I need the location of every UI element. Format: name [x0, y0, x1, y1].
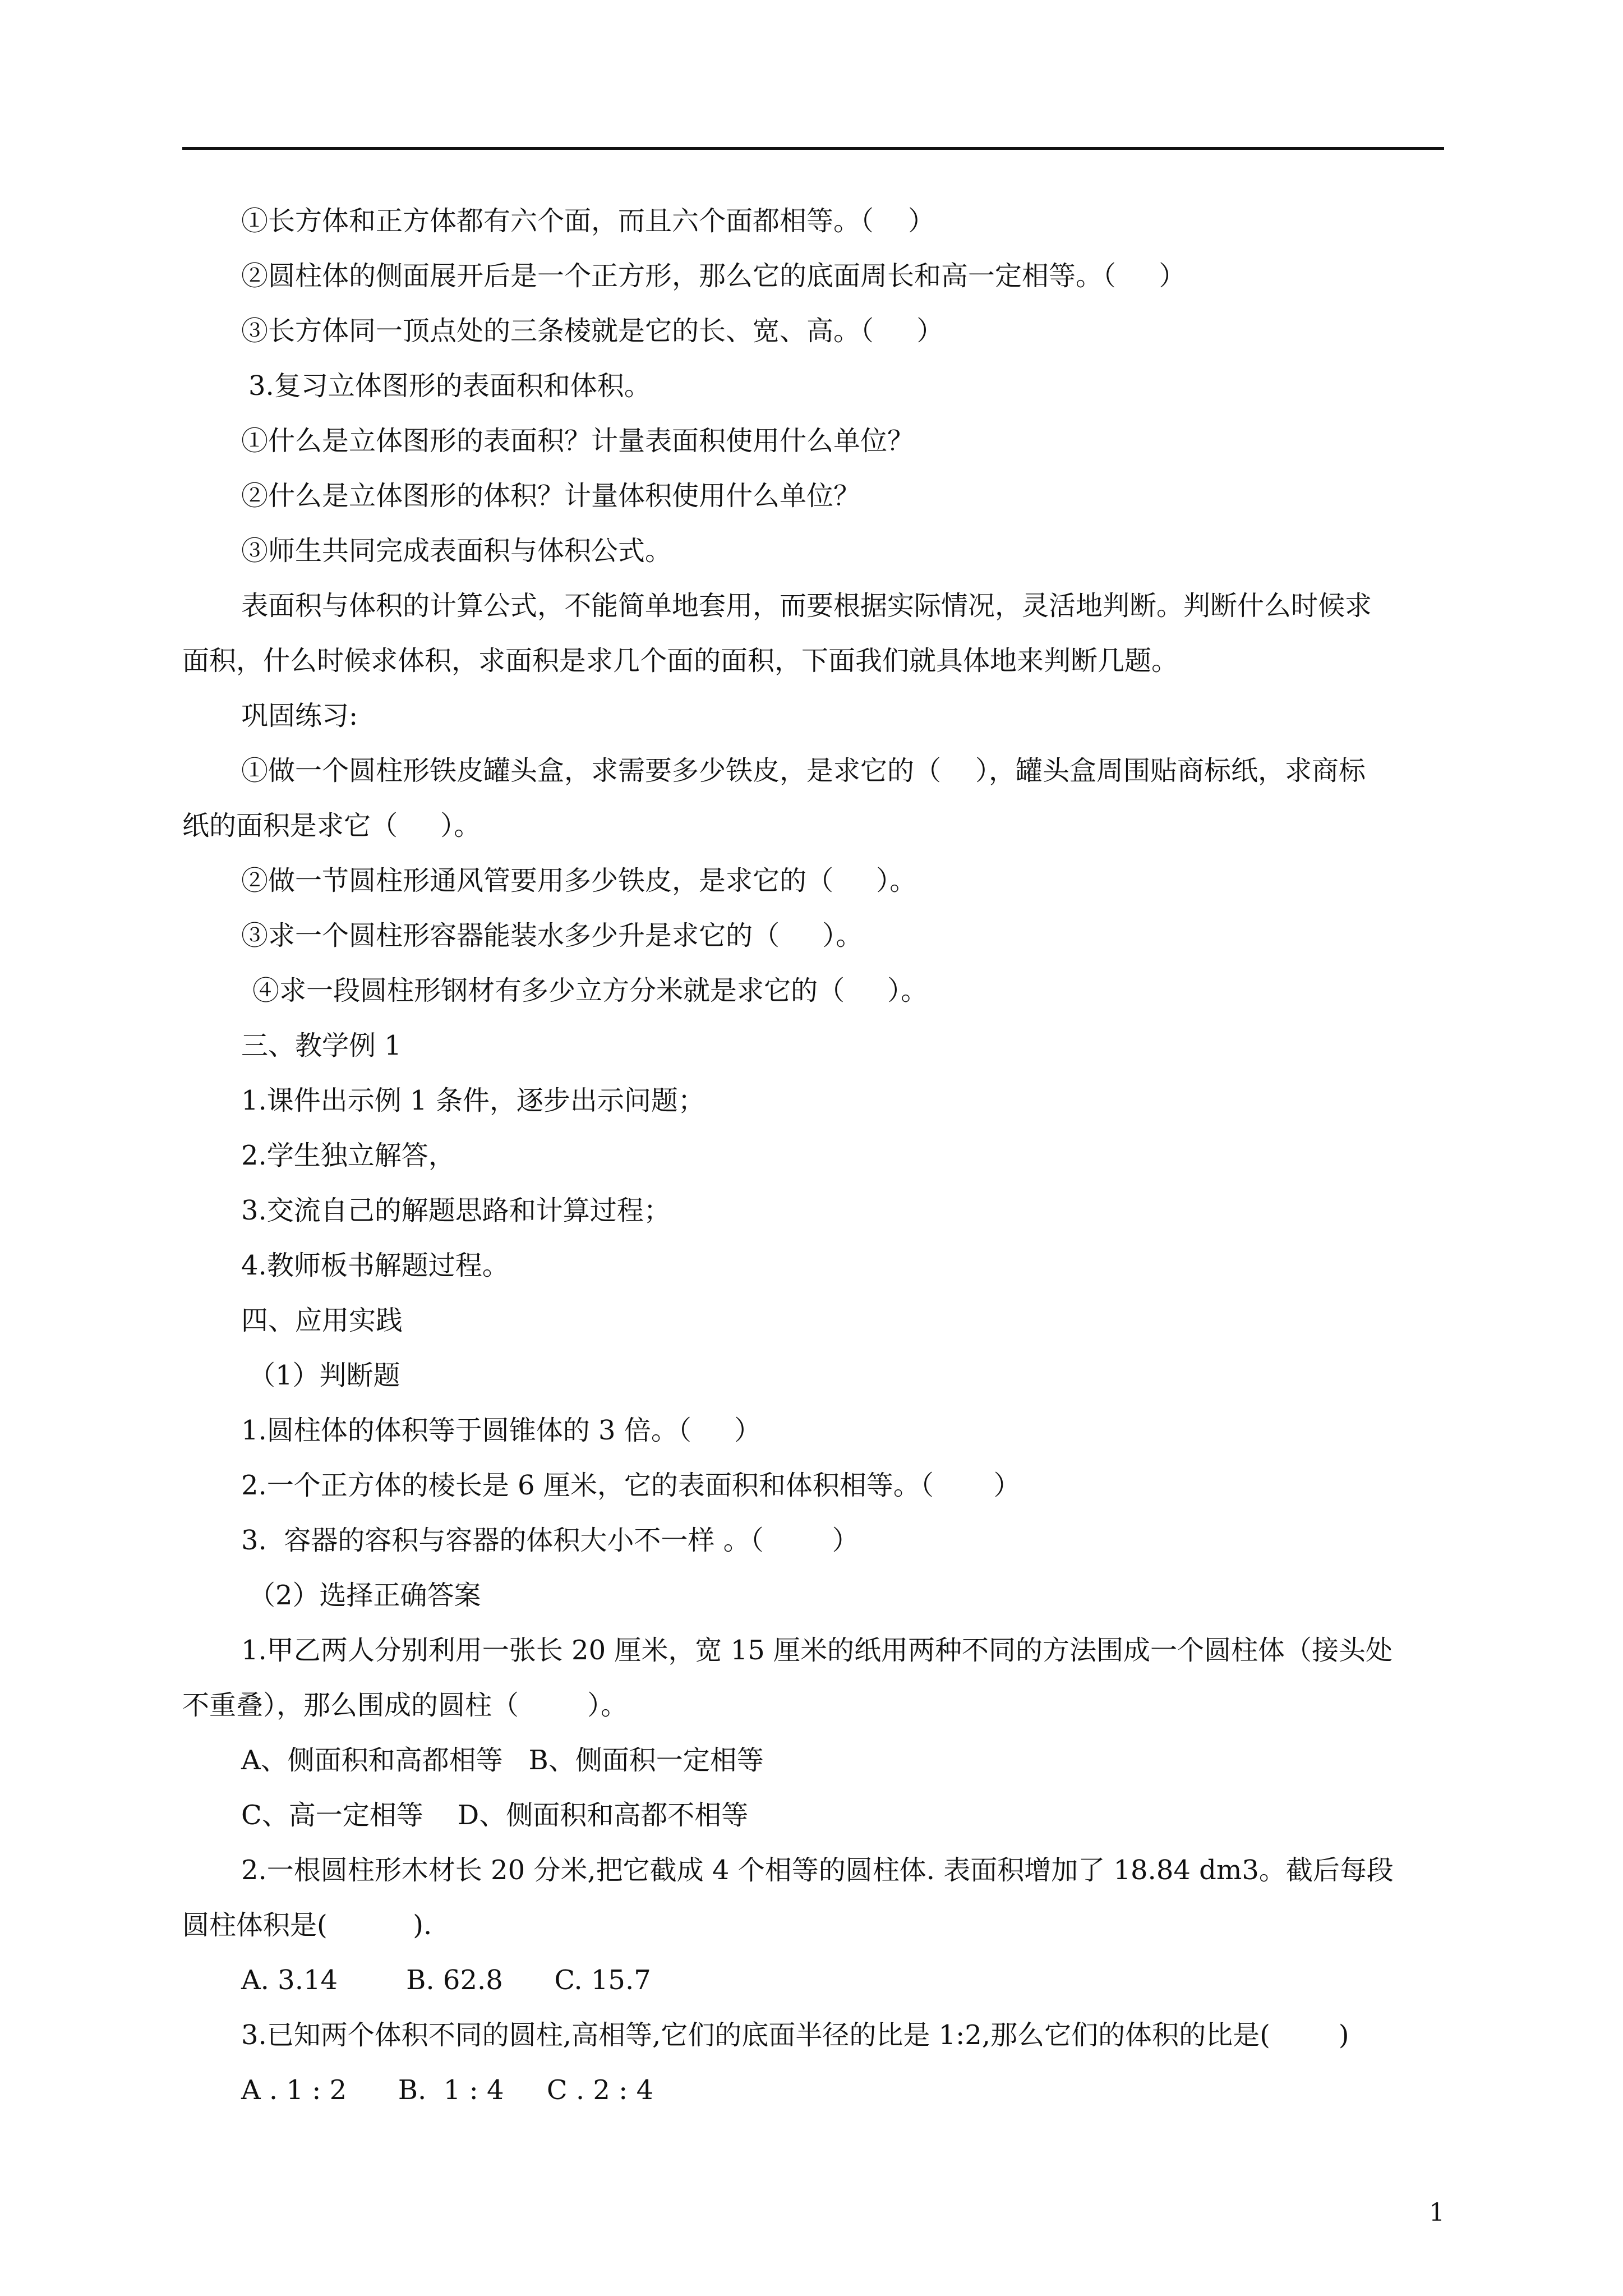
text-line: ①长方体和正方体都有六个面，而且六个面都相等。（ ） [241, 205, 935, 237]
text-line: 2.学生独立解答， [241, 1140, 455, 1171]
page-number: 1 [1429, 2198, 1445, 2227]
text-line: 2.一根圆柱形木材长 20 分米,把它截成 4 个相等的圆柱体. 表面积增加了 18.84 dm3。截后每段 [241, 1855, 1394, 1886]
text-line: （2）选择正确答案 [248, 1580, 481, 1611]
text-line: 面积，什么时候求体积，求面积是求几个面的面积，下面我们就具体地来判断几题。 [182, 645, 1179, 677]
text-line: 3.交流自己的解题思路和计算过程； [241, 1195, 671, 1226]
text-line: 3.复习立体图形的表面积和体积。 [248, 370, 651, 402]
text-line: ①什么是立体图形的表面积？计量表面积使用什么单位？ [241, 425, 915, 457]
text-line: ③求一个圆柱形容器能装水多少升是求它的（ ）。 [241, 920, 863, 951]
text-line: 四、应用实践 [241, 1305, 403, 1336]
text-line: 三、教学例 1 [241, 1030, 402, 1061]
document-body [182, 194, 1472, 2118]
text-line: ④求一段圆柱形钢材有多少立方分米就是求它的（ ）。 [252, 975, 928, 1006]
text-line: 3. 容器的容积与容器的体积大小不一样 。（ ） [241, 1525, 859, 1556]
text-line: A. 3.14 B. 62.8 C. 15.7 [241, 1964, 651, 1996]
text-line: 1.圆柱体的体积等于圆锥体的 3 倍。（ ） [241, 1415, 762, 1446]
text-line: ②什么是立体图形的体积？计量体积使用什么单位？ [241, 480, 861, 512]
text-line: 2.一个正方体的棱长是 6 厘米，它的表面积和体积相等。（ ） [241, 1470, 1021, 1501]
text-line: ③师生共同完成表面积与体积公式。 [241, 535, 672, 567]
text-line: 4.教师板书解题过程。 [241, 1250, 509, 1281]
header-rule [182, 147, 1444, 150]
text-line: 3.已知两个体积不同的圆柱,高相等,它们的底面半径的比是 1:2,那么它们的体积的比是( ) [241, 2019, 1349, 2051]
text-line: 表面积与体积的计算公式，不能简单地套用，而要根据实际情况，灵活地判断。判断什么时候求 [241, 590, 1372, 622]
text-line: C、高一定相等 D、侧面积和高都不相等 [241, 1800, 749, 1831]
text-line: ①做一个圆柱形铁皮罐头盒，求需要多少铁皮，是求它的（ ），罐头盒周围贴商标纸，求商标 [241, 755, 1366, 786]
text-line: ②做一节圆柱形通风管要用多少铁皮，是求它的（ ）。 [241, 865, 917, 896]
text-line: 1.课件出示例 1 条件，逐步出示问题； [241, 1085, 705, 1116]
text-line: 圆柱体积是( ). [182, 1910, 432, 1941]
text-line: 巩固练习: [241, 700, 358, 731]
text-line: ②圆柱体的侧面展开后是一个正方形，那么它的底面周长和高一定相等。（ ） [241, 260, 1186, 292]
text-line: 1.甲乙两人分别利用一张长 20 厘米，宽 15 厘米的纸用两种不同的方法围成一个圆柱体（接头处 [241, 1635, 1393, 1666]
text-line: 不重叠），那么围成的圆柱（ ）。 [182, 1690, 628, 1721]
text-line: A . 1 : 2 B. 1 : 4 C . 2 : 4 [241, 2074, 654, 2106]
text-line: （1）判断题 [248, 1360, 400, 1391]
text-line: 纸的面积是求它（ ）。 [182, 810, 481, 841]
text-line: ③长方体同一顶点处的三条棱就是它的长、宽、高。（ ） [241, 315, 944, 347]
text-line: A、侧面积和高都相等 B、侧面积一定相等 [241, 1745, 764, 1776]
